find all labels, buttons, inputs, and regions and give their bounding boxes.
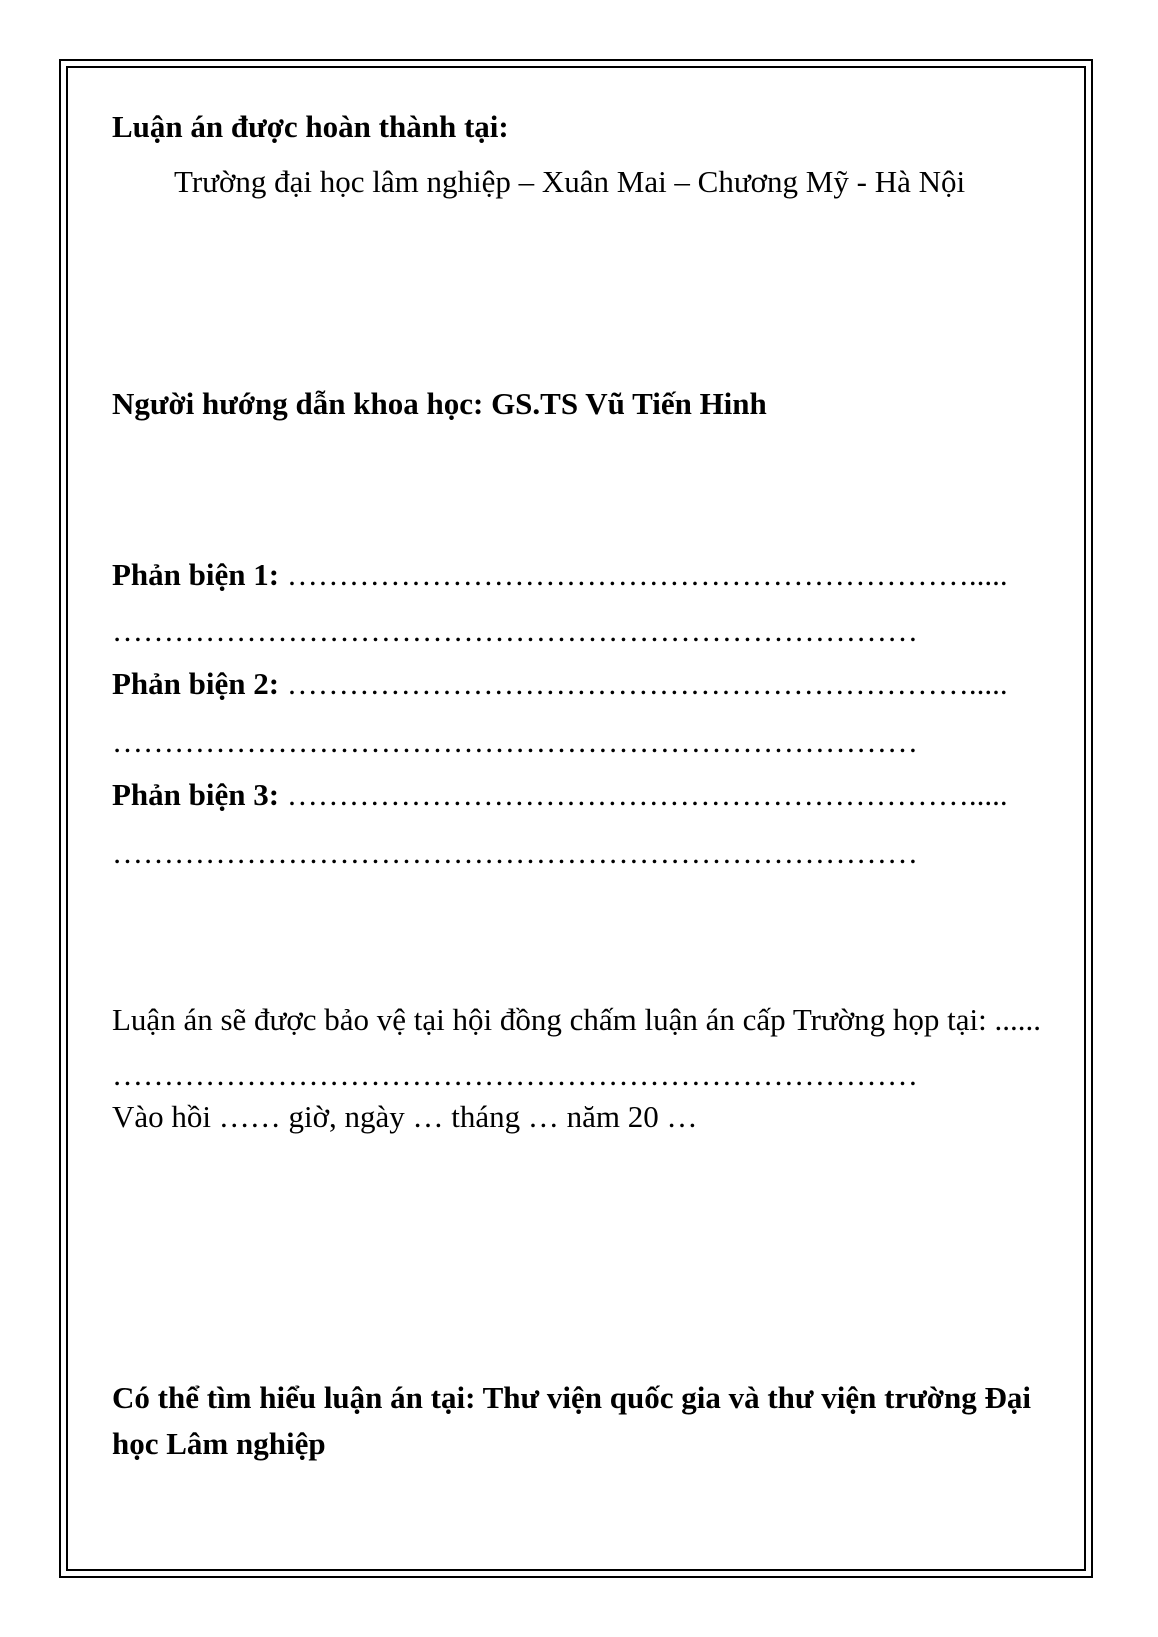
- library-text: Có thể tìm hiểu luận án tại: Thư viện quốc gia và thư viện trường Đại học Lâm nghiệp: [112, 1380, 1031, 1461]
- supervisor-line: [112, 384, 767, 424]
- defense-time: Vào hồi …… giờ, ngày … tháng … năm 20 …: [112, 1099, 698, 1134]
- reviewer-3-dots-line: ……………………………………………………………………: [112, 835, 918, 870]
- reviewer-3-dots: ………………………………………………………….....: [286, 777, 1008, 812]
- reviewer-2-label: Phản biện 2:: [112, 666, 280, 701]
- completed-at-heading: Luận án được hoàn thành tại:: [112, 109, 509, 144]
- reviewer-2-dots-line: ……………………………………………………………………: [112, 724, 918, 759]
- reviewer-1-dots-line: ……………………………………………………………………: [112, 613, 918, 648]
- page-border-inner: [66, 66, 1086, 1571]
- reviewer-1-dots: ………………………………………………………….....: [286, 557, 1008, 592]
- supervisor-label: Người hướng dẫn khoa học:: [112, 386, 484, 421]
- reviewer-2: [112, 664, 1045, 704]
- defense-text: Luận án sẽ được bảo vệ tại hội đồng chấm luận án cấp Trường họp tại: ......: [112, 1002, 1042, 1037]
- supervisor-name: GS.TS Vũ Tiến Hinh: [491, 386, 767, 421]
- reviewer-1-label: Phản biện 1:: [112, 557, 280, 592]
- reviewer-1: [112, 555, 1045, 595]
- completed-at-place: Trường đại học lâm nghiệp – Xuân Mai – Chương Mỹ - Hà Nội: [174, 164, 966, 199]
- reviewer-3: [112, 775, 1045, 815]
- reviewer-3-label: Phản biện 3:: [112, 777, 280, 812]
- reviewer-2-dots: ………………………………………………………….....: [286, 666, 1008, 701]
- defense-dots-line: ……………………………………………………………………: [112, 1057, 918, 1092]
